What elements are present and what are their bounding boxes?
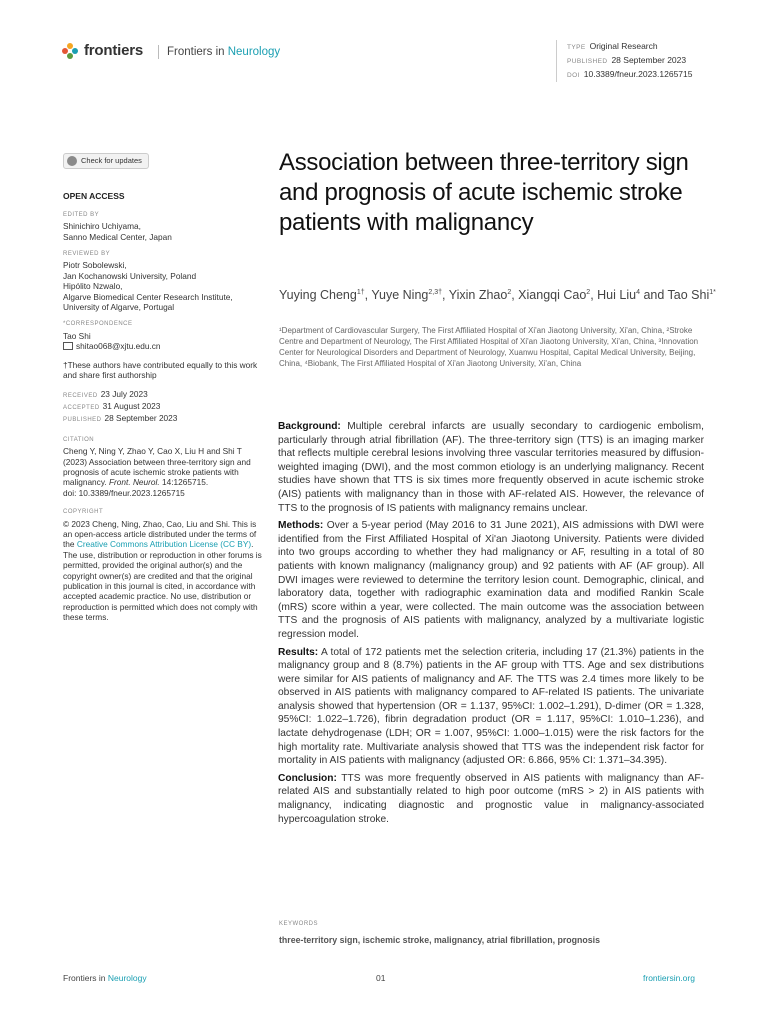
keywords: three-territory sign, ischemic stroke, malignancy, atrial fibrillation, prognosis [279,935,601,945]
copyright-pre: © 2023 Cheng, Ning, Zhao, Cao, Liu and Shi. This is an open-access article distributed under the terms of the [63,518,257,550]
copyright [63,519,263,623]
author[interactable]: Xiangqi Cao$^2$ [518,288,591,303]
doi-value[interactable]: 10.3389/fneur.2023.1265715 [583,69,693,79]
correspondence-email-row[interactable] [63,341,263,351]
abstract-conclusion: Conclusion: TTS was more frequently observed in AIS patients with malignancy than AF-related AIS and substantially related to high poor outcome (mRS > 2) in AIS patients with malignancy, indicating diagnostic and prognostic value in malignancy-associated hypercoagulation stroke. [278,772,704,825]
reviewer-line: Algarve Biomedical Center Research Institute, [63,291,233,302]
article-title: Association between three-territory sign and prognosis of acute ischemic stroke patients with malignancy [279,149,689,236]
published-label: PUBLISHED [567,58,608,65]
author[interactable]: Tao Shi$^{1*}$ [667,288,716,303]
abstract [278,420,704,830]
affiliations: ¹Department of Cardiovascular Surgery, The First Affiliated Hospital of Xi'an Jiaotong University, Xi'an, China, ²Stroke Centre and Department of Neurology, The First Affiliated Hospital of Xi'an Jiaotong University, Xi'an, China, ³Innovation Center for Neurological Disorders and Department of Neurology, Xuanwu Hospital, Capital Medical University, Beijing, China, ⁴Biobank, The First Affiliated Hospital of Xi'an Jiaotong University, Xi'an, China [279,326,699,368]
footer-site-link[interactable]: frontiersin.org [643,973,695,983]
abstract-background: Background: Multiple cerebral infarcts are usually secondary to cardiogenic embolism, particularly through atrial fibrillation (AF). The three-territory sign (TTS) is an imaging marker that reflects multiple cerebral lesions involving three vascular territories measured by diffusion-weighted imaging (DWI), and the most common etiology is an underlying malignancy. Recent studies have shown that TTS is six times more frequently observed in acute ischemic stroke (AIS) patients with malignancy than in those with AF-related AIS. However, the relevance of TTS to the prognosis of IS patients with malignancy remains unclear. [278,421,704,514]
accepted-label: ACCEPTED [63,404,100,411]
correspondence-name: Tao Shi [63,330,91,341]
reviewer-line: University of Algarve, Portugal [63,302,175,313]
author[interactable]: Yuye Ning$^{2,3\dagger}$ [371,288,442,303]
author[interactable]: Yixin Zhao$^2$ [448,288,512,303]
citation [63,446,263,498]
equal-contribution-note: †These authors have contributed equally to this work and share first authorship [63,359,258,381]
mail-icon [63,342,73,350]
journal-title: Neurology [227,46,281,58]
editor-line: Sanno Medical Center, Japan [63,231,172,242]
published-label: PUBLISHED [63,417,102,424]
editor-line: Shinichiro Uchiyama, [63,221,141,232]
journal-prefix: Frontiers in [167,46,228,58]
accepted-date: 31 August 2023 [102,400,161,411]
received-date: 23 July 2023 [100,388,148,399]
citation-text: Cheng Y, Ning Y, Zhao Y, Cao X, Liu H and Shi T (2023) Association between three-territory sign and prognosis of acute ischemic stroke patients with malignancy. [63,446,251,488]
article-meta [556,40,692,82]
reviewed-by [63,260,263,312]
type-value: Original Research [589,41,658,51]
edited-by [63,221,263,242]
check-updates-button[interactable] [63,153,149,169]
abstract-methods: Methods: Over a 5-year period (May 2016 to 31 June 2021), AIS admissions with DWI were identified from the First Affiliated Hospital of Xi'an Jiaotong University. Patients were divided into two groups according to whether they had malignancy or AF, resulting in a total of 80 patients with known malignancy (malignancy group) and 92 patients with AF (AF group). All DWI images were reviewed to determine the territory lesion count. Demographic, clinical, and laboratory data, together with radiographic examination data and modified Rankin Scale (mRS) score within a year, were collected. The main outcome was the association between TTS and the prognosis of AIS patients with malignancy, analyzed by a multivariate logistic regression model. [278,520,704,640]
correspondence-label: *CORRESPONDENCE [63,321,133,328]
copyright-post: . The use, distribution or reproduction in other forums is permitted, provided the original author(s) and the copyright owner(s) are credited and that the original publication in this journal is cited, in accordance with accepted academic practice. No use, distribution or reproduction is permitted which does not comply with these terms. [63,539,262,623]
reviewer-line: Hipólito Nzwalo, [63,281,123,292]
type-label: TYPE [567,44,586,51]
edited-by-label: EDITED BY [63,211,100,218]
check-updates-label: Check for updates [81,156,142,165]
brand-name: frontiers [84,42,144,59]
journal-name[interactable] [158,45,280,59]
open-access-label: OPEN ACCESS [63,191,125,202]
reviewer-line: Piotr Sobolewski, [63,260,127,271]
citation-journal: Front. Neurol. [108,477,160,488]
footer-journal[interactable]: Frontiers in Neurology [63,973,147,983]
frontiers-logo[interactable] [62,42,143,59]
copyright-label: COPYRIGHT [63,509,104,516]
abstract-results: Results: A total of 172 patients met the selection criteria, including 17 (21.3%) patients in the malignancy group and 8 (8.7%) patients in the AF group with TTS. Age and sex distributions were similar for AIS patients of malignancy and AF. The TTS was 2.4 times more likely to be observed in AIS patients with malignancy compared to AF-related IS patients. The univariate analysis showed that hypertension (OR = 1.137, 95%CI: 1.002–1.291), D-dimer (OR = 1.328, 95%CI: 1.022–1.726), fibrin degradation product (OR = 1.117, 95%CI: 1.010–1.236), and lactate dehydrogenase (LDH; OR = 1.007, 95%CI: 1.000–1.015) were the risk factors for the high mortality rate. Multivariate analysis showed that TTS was the independent risk factor for mortality in AIS patients with malignancy (adjusted OR: 6.866, 95% CI: 1.371–34.395). [278,646,704,767]
author[interactable]: Yuying Cheng$^{1\dagger}$ [279,288,365,303]
check-updates-icon [67,156,77,166]
sidebar [63,153,263,623]
page-number: 01 [376,973,386,983]
published-date: 28 September 2023 [104,413,178,424]
doi-label: DOI [567,72,580,79]
citation-volume: 14:1265715. [159,477,209,488]
reviewed-by-label: REVIEWED BY [63,251,111,258]
citation-label: CITATION [63,436,95,443]
cc-by-link[interactable]: Creative Commons Attribution License (CC BY) [76,539,252,550]
correspondence-email[interactable]: shitao068@xjtu.edu.cn [76,341,161,352]
reviewer-line: Jan Kochanowski University, Poland [63,270,197,281]
published-value: 28 September 2023 [611,55,687,65]
received-label: RECEIVED [63,392,98,399]
dates [63,389,263,426]
keywords-label: KEYWORDS [279,921,319,927]
author[interactable]: Hui Liu$^4$ [597,288,640,303]
author-list: Yuying Cheng$^{1\dagger}$, Yuye Ning$^{2,3\dagger}$, Yixin Zhao$^2$, Xiangqi Cao$^2$, Hui Liu$^4$ and Tao Shi$^{1*}$ [279,288,716,303]
citation-doi[interactable]: doi: 10.3389/fneur.2023.1265715 [63,487,185,498]
frontiers-logo-icon [62,43,78,59]
